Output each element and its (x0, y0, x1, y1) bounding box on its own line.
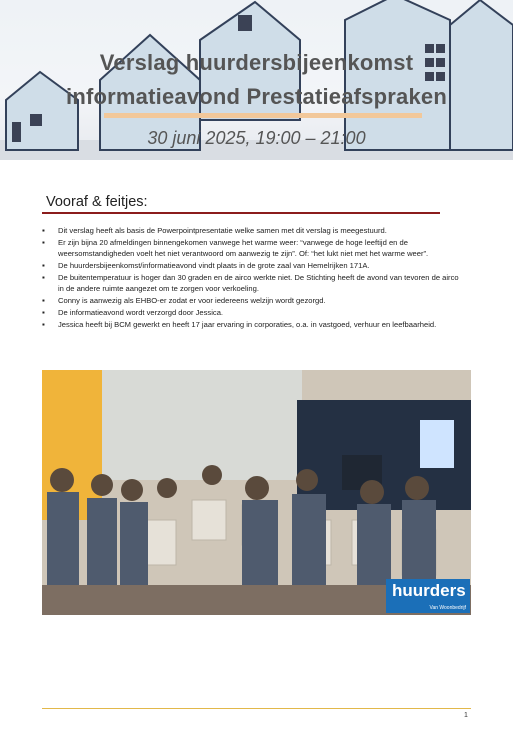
section-divider (42, 212, 440, 214)
huurders-logo (386, 579, 470, 613)
meeting-photo (42, 370, 471, 615)
page-number: 1 (464, 712, 468, 719)
header-banner (0, 0, 513, 160)
list-item: ▪ Conny is aanwezig als EHBO-er zodat er voor iedereens welzijn wordt gezorgd. (40, 295, 460, 306)
document-title-line2: informatieavond Prestatieafspraken (66, 84, 447, 109)
footer-divider (42, 708, 471, 709)
list-item: ▪ Er zijn bijna 20 afmeldingen binnengekomen vanwege het warme weer: “vanwege de hoge leeftijd en de weersomstandigheden voelt het niet verantwoord om aanwezig te zijn”. Of: “het lukt niet met het warme weer”. (40, 237, 460, 259)
facts-list (40, 225, 460, 331)
meeting-date: 30 juni 2025, 19:00 – 21:00 (147, 128, 366, 148)
list-item: ▪ De informatieavond wordt verzorgd door Jessica. (40, 307, 460, 318)
list-item: ▪ De buitentemperatuur is hoger dan 30 graden en de airco werkte niet. De Stichting heeft de avond van tevoren de airco in de andere ruimte aangezet om te zorgen voor verkoeling. (40, 272, 460, 294)
section-heading: Vooraf & feitjes: (46, 194, 148, 210)
document-title-line1: Verslag huurdersbijeenkomst (99, 50, 414, 75)
list-item: ▪ Dit verslag heeft als basis de Powerpointpresentatie welke samen met dit verslag is meegestuurd. (40, 225, 460, 236)
logo-subtext: Van Woonbedrijf (429, 605, 466, 611)
logo-word: huurders (392, 581, 466, 600)
list-item: ▪ De huurdersbijeenkomst/informatieavond vindt plaats in de grote zaal van Hemelrijken 171A. (40, 260, 460, 271)
list-item: ▪ Jessica heeft bij BCM gewerkt en heeft 17 jaar ervaring in corporaties, o.a. in vastgoed, verhuur en leefbaarheid. (40, 319, 460, 330)
